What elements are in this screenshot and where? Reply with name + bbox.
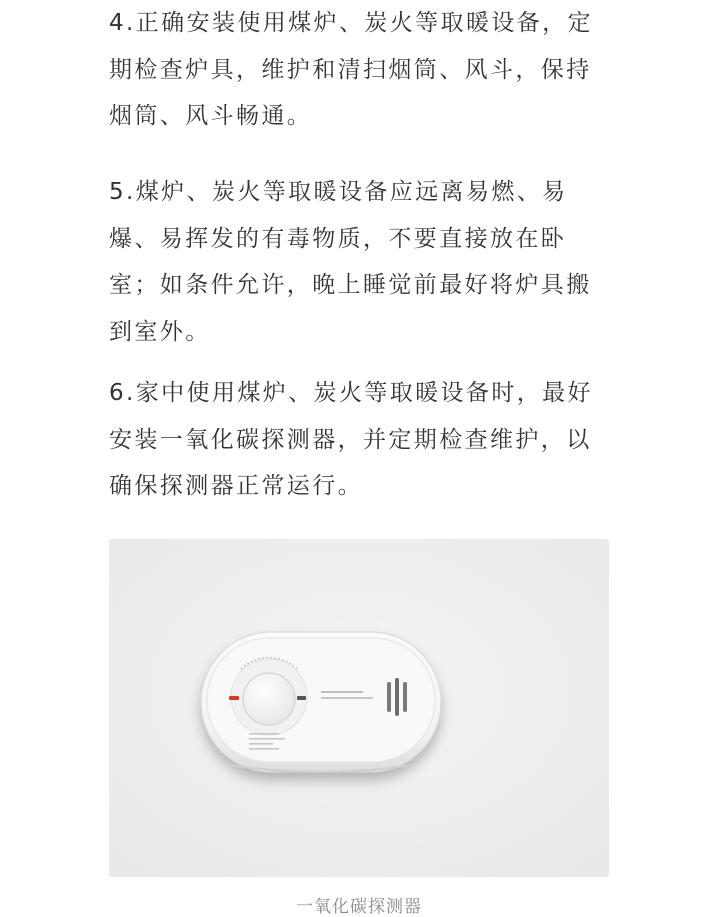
carbon-monoxide-detector-photo <box>109 539 609 877</box>
tip-paragraph-5: 5.煤炉、炭火等取暖设备应远离易燃、易爆、易挥发的有毒物质，不要直接放在卧室；如条件允许，晚上睡觉前最好将炉具搬到室外。 <box>109 179 592 345</box>
image-caption: 一氧化碳探测器 <box>296 897 422 917</box>
tip-paragraph-6: 6.家中使用煤炉、炭火等取暖设备时，最好安装一氧化碳探测器，并定期检查维护，以确保探测器正常运行。 <box>109 380 593 499</box>
tip-paragraph-4: 4.正确安装使用煤炉、炭火等取暖设备，定期检查炉具，维护和清扫烟筒、风斗，保持烟筒、风斗畅通。 <box>109 10 593 129</box>
